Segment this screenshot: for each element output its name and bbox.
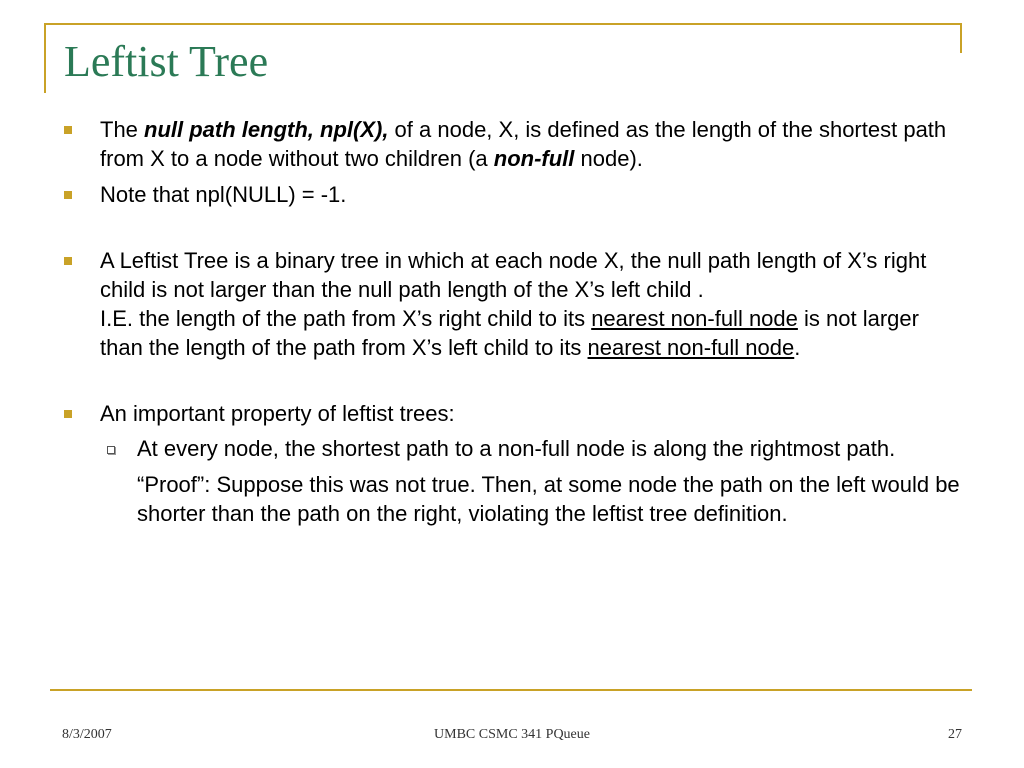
bullet-leftist-definition: A Leftist Tree is a binary tree in which at each node X, the null path length of X’s right child is not larger than the null path length of the X’s left child . I.E. the length of the path from X’s right child to its nearest non-full node is not larger than the length of the path from X’s left child to its nearest non-full node.: [62, 246, 962, 362]
slide-number: 27: [948, 727, 962, 742]
footer-date: 8/3/2007: [62, 727, 112, 742]
term-npl: null path length, npl(X),: [144, 117, 389, 142]
term-non-full: non-full: [493, 146, 575, 171]
bullet-npl-null: Note that npl(NULL) = -1.: [62, 180, 962, 209]
bullet-important-property: An important property of leftist trees:: [62, 399, 962, 428]
slide-body: [62, 115, 962, 528]
footer-title: UMBC CSMC 341 PQueue: [434, 727, 590, 742]
frame-top-line: [44, 23, 962, 25]
hollow-square-bullet-icon: [107, 446, 115, 454]
underlined-term: nearest non-full node: [591, 306, 798, 331]
bullet-npl-definition: The null path length, npl(X), of a node, X, is defined as the length of the shortest path from X to a node without two children (a non-full node).: [62, 115, 962, 173]
frame-right-line: [960, 23, 962, 53]
sub-bullet-rightmost-path: At every node, the shortest path to a non-full node is along the rightmost path.: [62, 434, 962, 463]
square-bullet-icon: [64, 191, 72, 199]
square-bullet-icon: [64, 257, 72, 265]
proof-paragraph: “Proof”: Suppose this was not true. Then, at some node the path on the left would be shorter than the path on the right, violating the leftist tree definition.: [137, 472, 960, 526]
underlined-term: nearest non-full node: [587, 335, 795, 360]
frame-left-line: [44, 23, 46, 93]
slide-title: Leftist Tree: [64, 37, 269, 86]
square-bullet-icon: [64, 410, 72, 418]
square-bullet-icon: [64, 126, 72, 134]
footer-divider: [50, 689, 972, 691]
ie-paragraph: I.E. the length of the path from X’s right child to its nearest non-full node is not larger than the length of the path from X’s left child to its nearest non-full node.: [100, 306, 919, 360]
